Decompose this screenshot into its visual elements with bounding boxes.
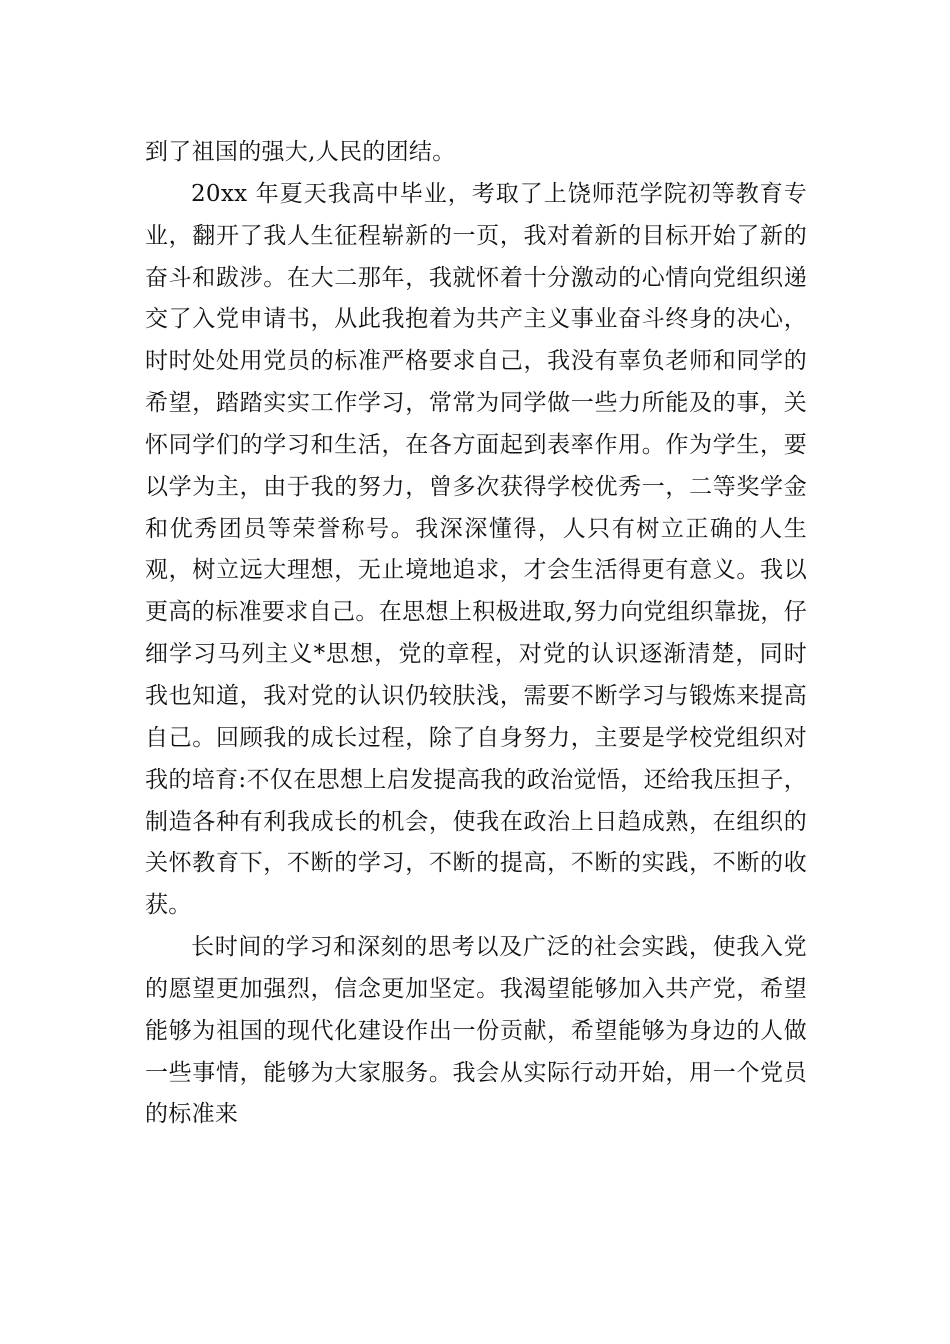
paragraph-continuation: 到了祖国的强大,人民的团结。 (145, 139, 456, 165)
paragraph-college-experience: 20xx 年夏天我高中毕业，考取了上饶师范学院初等教育专业，翻开了我人生征程崭新的一页，我对着新的目标开始了新的奋斗和跋涉。在大二那年，我就怀着十分激动的心情向党组织递交了入党申请书，从此我抱着为共产主义事业奋斗终身的决心，时时处处用党员的标准严格要求自己，我没有辜负老师和同学的希望，踏踏实实工作学习，常常为同学做一些力所能及的事，关怀同学们的学习和生活，在各方面起到表率作用。作为学生，要以学为主，由于我的努力，曾多次获得学校优秀一，二等奖学金和优秀团员等荣誉称号。我深深懂得，人只有树立正确的人生观，树立远大理想，无止境地追求，才会生活得更有意义。我以更高的标准要求自己。在思想上积极进取,努力向党组织靠拢，仔细学习马列主义*思想，党的章程，对党的认识逐渐清楚，同时我也知道，我对党的认识仍较肤浅，需要不断学习与锻炼来提高自己。回顾我的成长过程，除了自身努力，主要是学校党组织对我的培育:不仅在思想上启发提高我的政治觉悟，还给我压担子，制造各种有利我成长的机会，使我在政治上日趋成熟，在组织的关怀教育下，不断的学习，不断的提高，不断的实践，不断的收获。 (145, 180, 807, 919)
document-body (145, 132, 807, 1136)
paragraph-party-aspiration: 长时间的学习和深刻的思考以及广泛的社会实践，使我入党的愿望更加强烈，信念更加坚定。我渴望能够加入共产党，希望能够为祖国的现代化建设作出一份贡献，希望能够为身边的人做一些事情，能够为大家服务。我会从实际行动开始，用一个党员的标准来 (145, 934, 807, 1128)
